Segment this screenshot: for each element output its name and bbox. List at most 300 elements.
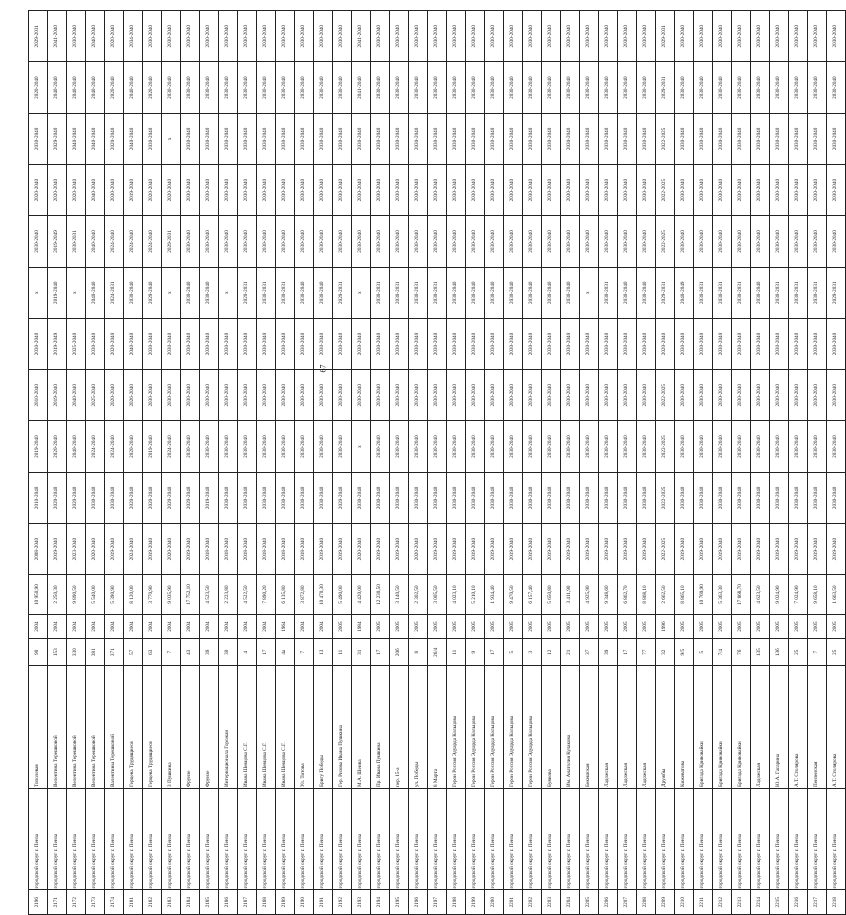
period-cell: 2030-2040	[238, 472, 257, 523]
area-cell: 5 210,10	[466, 575, 485, 615]
period-cell: 2020-2040	[143, 62, 162, 113]
year-cell: 2004	[200, 614, 219, 639]
year-cell: 2005	[808, 614, 827, 639]
period-cell: 2030-2040	[827, 370, 846, 421]
period-cell: х	[219, 267, 238, 318]
municipality-cell: городской округ г. Пенза	[656, 788, 675, 890]
year-cell: 2004	[67, 614, 86, 639]
table-row	[105, 11, 124, 915]
period-cell: 2019-2040	[390, 523, 409, 574]
area-cell: 8 120,00	[124, 575, 143, 615]
period-cell: 2030-2040	[637, 421, 656, 472]
row-number-cell: 2184	[181, 890, 200, 915]
period-cell: 2020-2040	[143, 472, 162, 523]
period-cell: 2030-2040	[409, 11, 428, 62]
area-cell: 5 390,90	[105, 575, 124, 615]
row-number-cell: 2173	[86, 890, 105, 915]
period-cell: 2030-2040	[808, 113, 827, 164]
period-cell: 2030-2040	[371, 165, 390, 216]
period-cell: 2019-2040	[713, 523, 732, 574]
period-cell: 2030-2040	[599, 165, 618, 216]
period-cell: 2030-2040	[371, 318, 390, 369]
period-cell: 2030-2040	[143, 318, 162, 369]
street-cell: Ладожская	[599, 666, 618, 789]
period-cell: 2030-2040	[257, 472, 276, 523]
period-cell: 2030-2040	[713, 113, 732, 164]
period-cell: 2019-2040	[675, 523, 694, 574]
table-row	[371, 11, 390, 915]
municipality-cell: городской округ г. Пенза	[732, 788, 751, 890]
period-cell: 2030-2040	[428, 421, 447, 472]
period-cell: 2030-2040	[181, 216, 200, 267]
period-cell: 2030-2031	[276, 267, 295, 318]
street-cell: М.А. Шеина	[352, 666, 371, 789]
row-number-cell: 2189	[276, 890, 295, 915]
period-cell: 2030-2040	[390, 370, 409, 421]
period-cell: 2030-2040	[352, 165, 371, 216]
period-cell: 2030-2040	[732, 165, 751, 216]
period-cell: 2029-2040	[48, 113, 67, 164]
row-number-cell: 2200	[485, 890, 504, 915]
street-cell: Бригада Кривовайки	[694, 666, 713, 789]
period-cell: 2030-2040	[371, 11, 390, 62]
period-cell: 2030-2040	[466, 11, 485, 62]
table-row	[637, 11, 656, 915]
period-cell: 2030-2040	[200, 216, 219, 267]
area-cell: 5 650,80	[542, 575, 561, 615]
period-cell: 2020-2040	[124, 421, 143, 472]
table-row	[732, 11, 751, 915]
period-cell: 2030-2031	[409, 267, 428, 318]
period-cell: 2030-2040	[219, 11, 238, 62]
period-cell: 2024-2040	[162, 421, 181, 472]
period-cell: 2020-2040	[48, 421, 67, 472]
table-row	[618, 11, 637, 915]
period-cell: 2030-2040	[428, 472, 447, 523]
period-cell: 2030-2040	[675, 370, 694, 421]
period-cell: 2030-2040	[713, 62, 732, 113]
municipality-cell: городской округ г. Пенза	[238, 788, 257, 890]
period-cell: 2030-2040	[732, 216, 751, 267]
house-number-cell: 9	[466, 639, 485, 666]
municipality-cell: городской округ г. Пенза	[67, 788, 86, 890]
period-cell: х	[162, 267, 181, 318]
street-cell: Им. Анатолия Кулакова	[561, 666, 580, 789]
period-cell: 2030-2040	[561, 318, 580, 369]
table-row	[124, 11, 143, 915]
period-cell: 2030-2040	[143, 370, 162, 421]
period-cell: 2030-2040	[637, 472, 656, 523]
period-cell: 2030-2040	[257, 165, 276, 216]
period-cell: 2030-2040	[447, 165, 466, 216]
period-cell: 2030-2040	[675, 318, 694, 369]
table-row	[352, 11, 371, 915]
period-cell: 2019-2040	[48, 523, 67, 574]
area-cell: 2 302,50	[409, 575, 428, 615]
municipality-cell: городской округ г. Пенза	[200, 788, 219, 890]
municipality-cell: городской округ г. Пенза	[219, 788, 238, 890]
period-cell: 2020-2040	[67, 472, 86, 523]
period-cell: 2030-2040	[561, 113, 580, 164]
period-cell: 2030-2040	[485, 370, 504, 421]
period-cell: 2019-2040	[333, 523, 352, 574]
rotated-register-page	[28, 10, 839, 915]
year-cell: 2005	[333, 614, 352, 639]
house-number-cell: 17	[371, 639, 390, 666]
period-cell: 2030-2040	[789, 11, 808, 62]
period-cell: 2030-2040	[770, 370, 789, 421]
period-cell: 2030-2040	[333, 62, 352, 113]
year-cell: 2005	[428, 614, 447, 639]
year-cell: 2005	[542, 614, 561, 639]
period-cell: 2030-2040	[162, 318, 181, 369]
period-cell: 2018-2040	[257, 523, 276, 574]
area-cell: 4 623,50	[751, 575, 770, 615]
period-cell: 2030-2040	[409, 165, 428, 216]
period-cell: 2030-2040	[751, 216, 770, 267]
period-cell: 2040-2040	[124, 318, 143, 369]
period-cell: 2030-2040	[561, 62, 580, 113]
row-number-cell: 2187	[238, 890, 257, 915]
area-cell: 6 157,40	[523, 575, 542, 615]
period-cell: 2030-2040	[447, 113, 466, 164]
period-cell: 2019-2040	[599, 523, 618, 574]
row-number-cell: 2197	[428, 890, 447, 915]
municipality-cell: городской округ г. Пенза	[561, 788, 580, 890]
period-cell: 2030-2040	[276, 165, 295, 216]
period-cell: 2030-2031	[789, 267, 808, 318]
area-cell: 9 035,90	[162, 575, 181, 615]
row-number-cell: 2204	[561, 890, 580, 915]
period-cell: 2030-2040	[181, 421, 200, 472]
period-cell: 2020-2040	[105, 11, 124, 62]
period-cell: 2030-2040	[29, 113, 48, 164]
period-cell: 2030-2040	[200, 11, 219, 62]
period-cell: 2030-2040	[808, 421, 827, 472]
period-cell: 2022-2025	[656, 165, 675, 216]
period-cell: 2030-2040	[447, 267, 466, 318]
period-cell: 2041-2040	[48, 11, 67, 62]
period-cell: 2030-2040	[371, 216, 390, 267]
period-cell: 2030-2040	[770, 216, 789, 267]
period-cell: 2030-2040	[295, 318, 314, 369]
period-cell: 2029-2031	[333, 267, 352, 318]
table-row	[504, 11, 523, 915]
street-cell: Ладожская	[751, 666, 770, 789]
municipality-cell: городской округ г. Пенза	[409, 788, 428, 890]
period-cell: 2030-2040	[485, 62, 504, 113]
period-cell: 2030-2040	[105, 165, 124, 216]
period-cell: 2030-2040	[694, 62, 713, 113]
municipality-cell: городской округ г. Пенза	[713, 788, 732, 890]
period-cell: 2019-2040	[124, 165, 143, 216]
house-number-cell: 39	[599, 639, 618, 666]
house-number-cell: 4а	[276, 639, 295, 666]
period-cell: 2020-2040	[67, 165, 86, 216]
period-cell: 2030-2040	[599, 421, 618, 472]
period-cell: х	[580, 267, 599, 318]
period-cell: 2030-2040	[238, 165, 257, 216]
table-row	[238, 11, 257, 915]
period-cell: 2020-2040	[86, 523, 105, 574]
period-cell: х	[162, 113, 181, 164]
period-cell: 2030-2040	[561, 421, 580, 472]
street-cell: Герои Россия Эдуарда Кольцова	[523, 666, 542, 789]
year-cell: 2005	[618, 614, 637, 639]
period-cell: 2030-2040	[504, 318, 523, 369]
period-cell: 2030-2040	[523, 11, 542, 62]
period-cell: 2019-2040	[371, 523, 390, 574]
period-cell: 2030-2040	[808, 318, 827, 369]
house-number-cell: 17	[618, 639, 637, 666]
period-cell: 2030-2040	[314, 113, 333, 164]
street-cell: Бекешская	[580, 666, 599, 789]
table-row	[466, 11, 485, 915]
period-cell: 2030-2040	[637, 165, 656, 216]
year-cell: 2005	[580, 614, 599, 639]
period-cell: 2030-2040	[219, 472, 238, 523]
period-cell: 2030-2040	[238, 318, 257, 369]
period-cell: 2030-2040	[827, 472, 846, 523]
period-cell: 2020-2040	[656, 318, 675, 369]
period-cell: 2030-2040	[181, 318, 200, 369]
municipality-cell: городской округ г. Пенза	[447, 788, 466, 890]
period-cell: 2030-2040	[333, 165, 352, 216]
area-cell: 4 522,50	[238, 575, 257, 615]
period-cell: 2019-2040	[143, 523, 162, 574]
house-number-cell: 20б	[390, 639, 409, 666]
house-number-cell: 7	[295, 639, 314, 666]
municipality-cell: городской округ г. Пенза	[143, 788, 162, 890]
period-cell: 2030-2040	[694, 216, 713, 267]
period-cell: 2020-2040	[181, 472, 200, 523]
period-cell: 2019-2040	[808, 523, 827, 574]
housing-register-table	[28, 10, 846, 915]
house-number-cell: 30	[219, 639, 238, 666]
period-cell: 2030-2040	[808, 370, 827, 421]
municipality-cell: городской округ г. Пенза	[694, 788, 713, 890]
period-cell: 2030-2040	[257, 216, 276, 267]
period-cell: 2019-2040	[314, 523, 333, 574]
period-cell: 2030-2040	[257, 318, 276, 369]
period-cell: 2030-2040	[276, 421, 295, 472]
period-cell: 2030-2040	[219, 216, 238, 267]
year-cell: 2004	[238, 614, 257, 639]
period-cell: 2030-2040	[523, 113, 542, 164]
period-cell: 2030-2040	[523, 165, 542, 216]
period-cell: 2030-2040	[827, 165, 846, 216]
house-number-cell: 13	[314, 639, 333, 666]
period-cell: 2030-2040	[428, 113, 447, 164]
year-cell: 2005	[751, 614, 770, 639]
period-cell: 2030-2040	[314, 165, 333, 216]
period-cell: 2019-2040	[48, 267, 67, 318]
period-cell: 2030-2040	[713, 165, 732, 216]
municipality-cell: городской округ г. Пенза	[124, 788, 143, 890]
year-cell: 2004	[86, 614, 105, 639]
period-cell: 2030-2040	[162, 62, 181, 113]
period-cell: 2030-2040	[751, 62, 770, 113]
municipality-cell: городской округ г. Пенза	[352, 788, 371, 890]
period-cell: 2019-2040	[466, 523, 485, 574]
area-cell: 3 872,80	[295, 575, 314, 615]
period-cell: 2030-2040	[713, 421, 732, 472]
period-cell: 2030-2040	[827, 318, 846, 369]
period-cell: 2030-2040	[561, 267, 580, 318]
period-cell: 2030-2040	[276, 113, 295, 164]
house-number-cell: 32	[656, 639, 675, 666]
row-number-cell: 2208	[637, 890, 656, 915]
year-cell: 1984	[352, 614, 371, 639]
period-cell: 2030-2040	[542, 113, 561, 164]
period-cell: 2030-2040	[637, 370, 656, 421]
year-cell: 2005	[485, 614, 504, 639]
period-cell: 2030-2040	[808, 472, 827, 523]
year-cell: 2004	[295, 614, 314, 639]
period-cell: 2030-2040	[143, 113, 162, 164]
period-cell: 2030-2040	[466, 370, 485, 421]
period-cell: 2030-2040	[618, 11, 637, 62]
period-cell: 2030-2040	[314, 267, 333, 318]
year-cell: 2004	[162, 614, 181, 639]
house-number-cell: 381	[86, 639, 105, 666]
year-cell: 2004	[143, 614, 162, 639]
period-cell: 2030-2031	[599, 267, 618, 318]
row-number-cell: 2195	[390, 890, 409, 915]
period-cell: 2019-2040	[105, 523, 124, 574]
period-cell: 2030-2040	[200, 370, 219, 421]
period-cell: 2030-2040	[789, 472, 808, 523]
table-row	[827, 11, 846, 915]
period-cell: 2024-2040	[124, 216, 143, 267]
period-cell: 2040-2040	[86, 62, 105, 113]
period-cell: 2030-2040	[295, 113, 314, 164]
municipality-cell: городской округ г. Пенза	[618, 788, 637, 890]
row-number-cell: 2190	[295, 890, 314, 915]
year-cell: 2005	[371, 614, 390, 639]
period-cell: 2030-2040	[751, 165, 770, 216]
house-number-cell: 4	[238, 639, 257, 666]
house-number-cell: 21	[561, 639, 580, 666]
period-cell: 2030-2040	[181, 62, 200, 113]
municipality-cell: городской округ г. Пенза	[770, 788, 789, 890]
row-number-cell: 2196	[409, 890, 428, 915]
period-cell: 2030-2040	[599, 472, 618, 523]
period-cell: 2041-2040	[352, 62, 371, 113]
period-cell: 2030-2040	[827, 216, 846, 267]
period-cell: 2030-2040	[466, 62, 485, 113]
house-number-cell: 57	[124, 639, 143, 666]
period-cell: 2030-2040	[713, 11, 732, 62]
period-cell: 2030-2040	[162, 11, 181, 62]
row-number-cell: 2217	[808, 890, 827, 915]
period-cell: 2030-2040	[485, 267, 504, 318]
house-number-cell: 5	[504, 639, 523, 666]
area-cell: 3 140,50	[390, 575, 409, 615]
area-cell: 6 862,70	[618, 575, 637, 615]
period-cell: 2030-2040	[428, 318, 447, 369]
area-cell: 2 223,80	[219, 575, 238, 615]
period-cell: 2029-2031	[656, 11, 675, 62]
period-cell: 2030-2040	[542, 318, 561, 369]
year-cell: 1964	[276, 614, 295, 639]
year-cell: 2005	[713, 614, 732, 639]
row-number-cell: 2186	[219, 890, 238, 915]
street-cell: Бригада Кривовайки	[732, 666, 751, 789]
house-number-cell: 43	[181, 639, 200, 666]
table-row	[485, 11, 504, 915]
period-cell: 2030-2040	[200, 62, 219, 113]
period-cell: 2030-2040	[181, 165, 200, 216]
row-number-cell: 2182	[143, 890, 162, 915]
period-cell: 2030-2031	[694, 267, 713, 318]
area-cell: 6 135,80	[276, 575, 295, 615]
municipality-cell: городской округ г. Пенза	[542, 788, 561, 890]
period-cell: 2030-2040	[599, 11, 618, 62]
area-cell: 4 023,10	[447, 575, 466, 615]
period-cell: 2030-2040	[732, 472, 751, 523]
period-cell: 2030-2040	[238, 113, 257, 164]
area-cell: 5 363,30	[713, 575, 732, 615]
period-cell: 2030-2040	[694, 318, 713, 369]
period-cell: 2030-2040	[390, 165, 409, 216]
house-number-cell: 31	[352, 639, 371, 666]
street-cell: Тополевая	[29, 666, 48, 789]
period-cell: 2030-2040	[295, 472, 314, 523]
period-cell: 2030-2040	[485, 165, 504, 216]
table-row	[219, 11, 238, 915]
period-cell: 2030-2040	[257, 11, 276, 62]
period-cell: 2040-2040	[124, 113, 143, 164]
period-cell: 2030-2040	[371, 113, 390, 164]
street-cell: А.Т. Столярова	[827, 666, 846, 789]
row-number-cell: 2205	[580, 890, 599, 915]
period-cell: 2030-2040	[599, 62, 618, 113]
period-cell: 2030-2040	[219, 318, 238, 369]
table-row	[143, 11, 162, 915]
area-cell: 9 348,60	[599, 575, 618, 615]
municipality-cell: городской округ г. Пенза	[789, 788, 808, 890]
period-cell: 2029-2031	[656, 62, 675, 113]
table-row	[580, 11, 599, 915]
year-cell: 2004	[124, 614, 143, 639]
street-cell: Гер. Ризова Ивана Пушкина	[333, 666, 352, 789]
row-number-cell: 2218	[827, 890, 846, 915]
area-cell: 9 024,90	[770, 575, 789, 615]
period-cell: 2030-2031	[257, 267, 276, 318]
period-cell: 2030-2040	[732, 11, 751, 62]
period-cell: 2030-2040	[637, 62, 656, 113]
period-cell: 2019-2040	[428, 523, 447, 574]
table-row	[599, 11, 618, 915]
period-cell: 2030-2040	[447, 370, 466, 421]
period-cell: 2030-2040	[542, 11, 561, 62]
table-row	[675, 11, 694, 915]
period-cell: 2030-2040	[542, 472, 561, 523]
period-cell: 2030-2040	[713, 472, 732, 523]
period-cell: 2030-2040	[466, 165, 485, 216]
period-cell: 2030-2040	[428, 165, 447, 216]
period-cell: 2030-2040	[371, 62, 390, 113]
table-row	[276, 11, 295, 915]
period-cell: 2030-2040	[504, 113, 523, 164]
period-cell: 2030-2040	[181, 113, 200, 164]
municipality-cell: городской округ г. Пенза	[675, 788, 694, 890]
period-cell: 2030-2040	[29, 216, 48, 267]
municipality-cell: городской округ г. Пенза	[86, 788, 105, 890]
municipality-cell: городской округ г. Пенза	[466, 788, 485, 890]
period-cell: 2030-2040	[808, 216, 827, 267]
